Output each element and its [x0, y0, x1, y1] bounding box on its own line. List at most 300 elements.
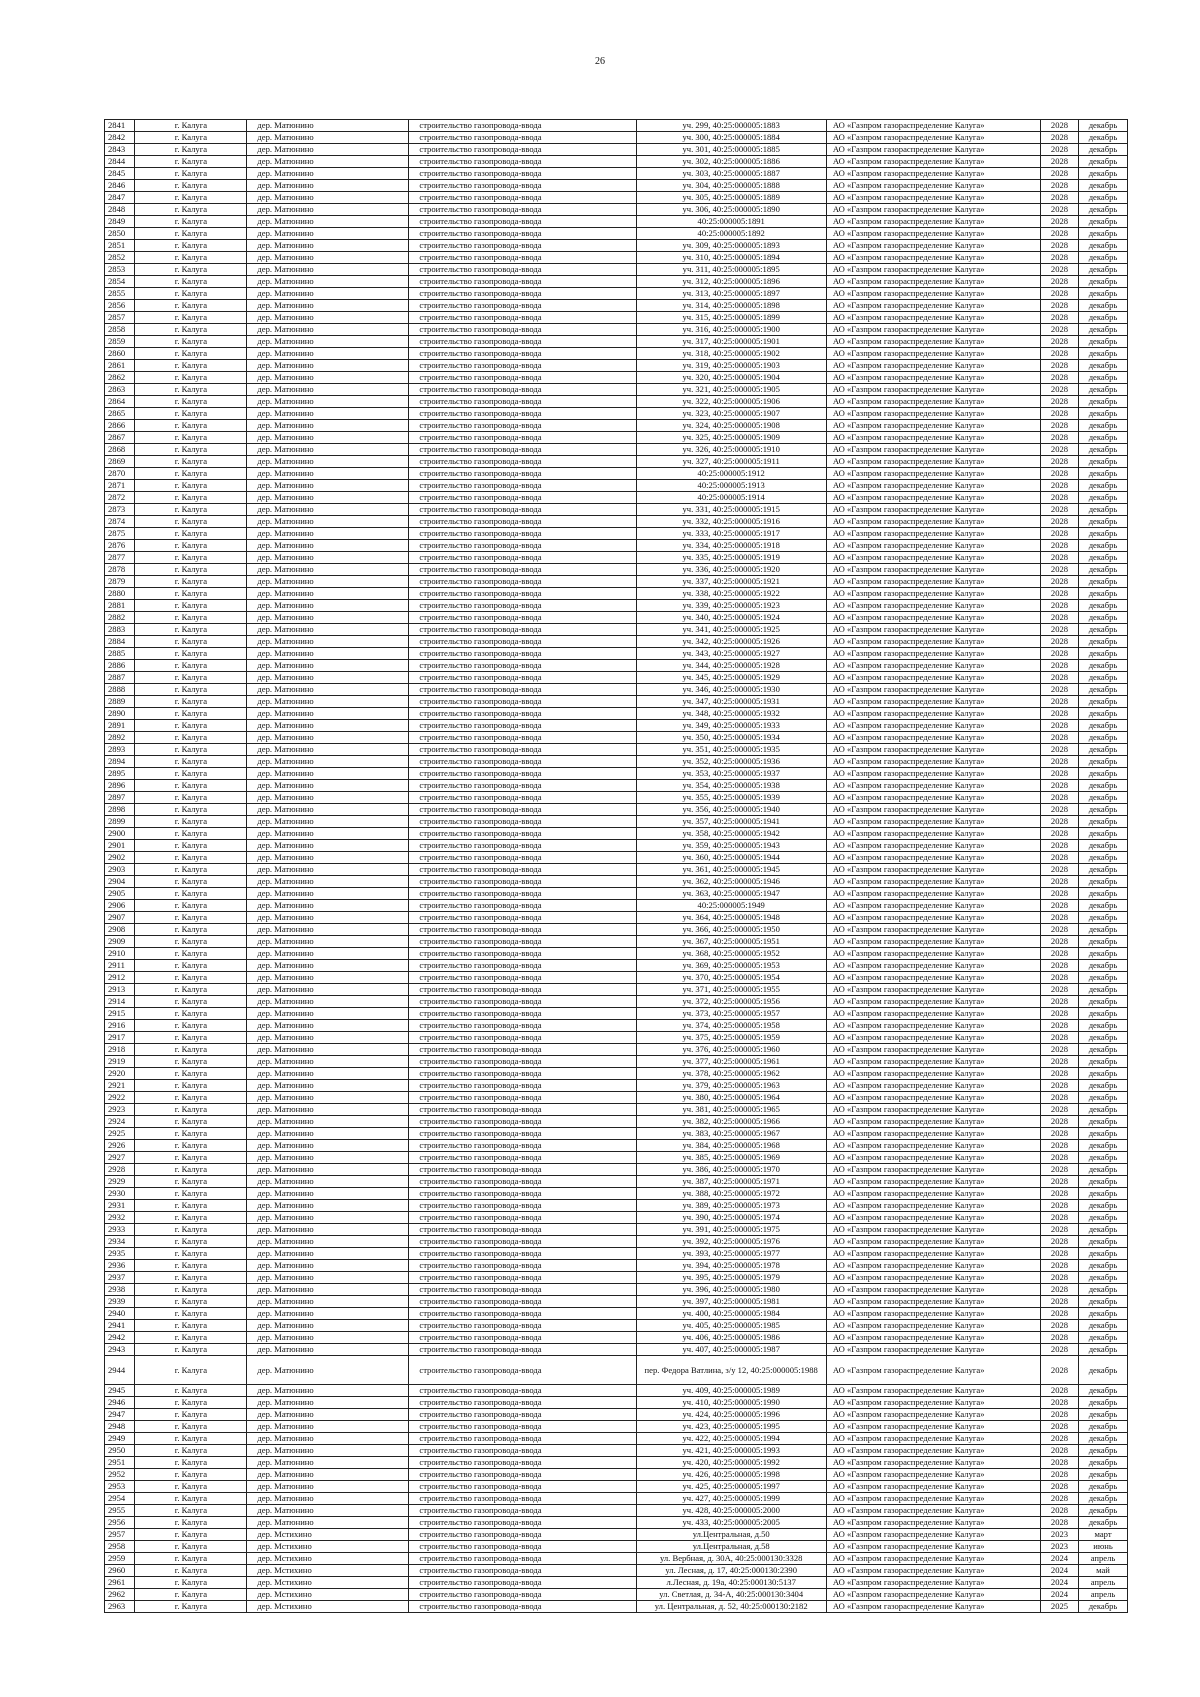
- table-row: [105, 804, 1128, 816]
- address-cell: уч. 336, 40:25:000005:1920: [636, 564, 826, 576]
- work-type-cell: строительство газопровода-ввода: [409, 564, 636, 576]
- table-row: [105, 948, 1128, 960]
- village-cell: дер. Матюнино: [247, 1272, 409, 1284]
- village-cell: дер. Матюнино: [247, 372, 409, 384]
- work-type-cell: строительство газопровода-ввода: [409, 240, 636, 252]
- table-row: [105, 1200, 1128, 1212]
- address-cell: уч. 337, 40:25:000005:1921: [636, 576, 826, 588]
- work-type-cell: строительство газопровода-ввода: [409, 1421, 636, 1433]
- month-cell: декабрь: [1079, 804, 1128, 816]
- village-cell: дер. Матюнино: [247, 456, 409, 468]
- year-cell: 2028: [1040, 1212, 1078, 1224]
- row-number: 2842: [105, 132, 135, 144]
- organization-cell: АО «Газпром газораспределение Калуга»: [826, 1092, 1040, 1104]
- month-cell: декабрь: [1079, 672, 1128, 684]
- row-number: 2859: [105, 336, 135, 348]
- row-number: 2867: [105, 432, 135, 444]
- city-cell: г. Калуга: [135, 192, 247, 204]
- row-number: 2897: [105, 792, 135, 804]
- work-type-cell: строительство газопровода-ввода: [409, 1008, 636, 1020]
- month-cell: декабрь: [1079, 1032, 1128, 1044]
- year-cell: 2028: [1040, 948, 1078, 960]
- row-number: 2844: [105, 156, 135, 168]
- work-type-cell: строительство газопровода-ввода: [409, 408, 636, 420]
- organization-cell: АО «Газпром газораспределение Калуга»: [826, 132, 1040, 144]
- organization-cell: АО «Газпром газораспределение Калуга»: [826, 432, 1040, 444]
- address-cell: уч. 366, 40:25:000005:1950: [636, 924, 826, 936]
- village-cell: дер. Матюнино: [247, 1344, 409, 1356]
- row-number: 2876: [105, 540, 135, 552]
- organization-cell: АО «Газпром газораспределение Калуга»: [826, 696, 1040, 708]
- year-cell: 2028: [1040, 348, 1078, 360]
- address-cell: уч. 301, 40:25:000005:1885: [636, 144, 826, 156]
- row-number: 2915: [105, 1008, 135, 1020]
- organization-cell: АО «Газпром газораспределение Калуга»: [826, 1164, 1040, 1176]
- row-number: 2881: [105, 600, 135, 612]
- year-cell: 2028: [1040, 732, 1078, 744]
- organization-cell: АО «Газпром газораспределение Калуга»: [826, 804, 1040, 816]
- address-cell: уч. 353, 40:25:000005:1937: [636, 768, 826, 780]
- work-type-cell: строительство газопровода-ввода: [409, 1445, 636, 1457]
- city-cell: г. Калуга: [135, 180, 247, 192]
- work-type-cell: строительство газопровода-ввода: [409, 900, 636, 912]
- table-row: [105, 540, 1128, 552]
- year-cell: 2028: [1040, 876, 1078, 888]
- row-number: 2893: [105, 744, 135, 756]
- year-cell: 2028: [1040, 1176, 1078, 1188]
- year-cell: 2028: [1040, 1344, 1078, 1356]
- year-cell: 2028: [1040, 564, 1078, 576]
- address-cell: 40:25:000005:1892: [636, 228, 826, 240]
- year-cell: 2028: [1040, 1164, 1078, 1176]
- village-cell: дер. Матюнино: [247, 1356, 409, 1385]
- organization-cell: АО «Газпром газораспределение Калуга»: [826, 828, 1040, 840]
- month-cell: декабрь: [1079, 600, 1128, 612]
- organization-cell: АО «Газпром газораспределение Калуга»: [826, 1517, 1040, 1529]
- table-row: [105, 1284, 1128, 1296]
- organization-cell: АО «Газпром газораспределение Калуга»: [826, 852, 1040, 864]
- city-cell: г. Калуга: [135, 1457, 247, 1469]
- work-type-cell: строительство газопровода-ввода: [409, 1032, 636, 1044]
- city-cell: г. Калуга: [135, 1200, 247, 1212]
- village-cell: дер. Матюнино: [247, 1469, 409, 1481]
- year-cell: 2028: [1040, 324, 1078, 336]
- month-cell: декабрь: [1079, 624, 1128, 636]
- year-cell: 2028: [1040, 1056, 1078, 1068]
- month-cell: декабрь: [1079, 156, 1128, 168]
- village-cell: дер. Матюнино: [247, 1200, 409, 1212]
- village-cell: дер. Матюнино: [247, 312, 409, 324]
- month-cell: декабрь: [1079, 1080, 1128, 1092]
- village-cell: дер. Матюнино: [247, 828, 409, 840]
- address-cell: уч. 409, 40:25:000005:1989: [636, 1385, 826, 1397]
- month-cell: декабрь: [1079, 1296, 1128, 1308]
- village-cell: дер. Матюнино: [247, 1236, 409, 1248]
- city-cell: г. Калуга: [135, 1104, 247, 1116]
- table-row: [105, 768, 1128, 780]
- address-cell: ул. Вербная, д. 30А, 40:25:000130:3328: [636, 1553, 826, 1565]
- address-cell: уч. 384, 40:25:000005:1968: [636, 1140, 826, 1152]
- month-cell: декабрь: [1079, 972, 1128, 984]
- address-cell: уч. 373, 40:25:000005:1957: [636, 1008, 826, 1020]
- organization-cell: АО «Газпром газораспределение Калуга»: [826, 660, 1040, 672]
- month-cell: декабрь: [1079, 168, 1128, 180]
- city-cell: г. Калуга: [135, 1308, 247, 1320]
- month-cell: декабрь: [1079, 1008, 1128, 1020]
- organization-cell: АО «Газпром газораспределение Калуга»: [826, 144, 1040, 156]
- row-number: 2894: [105, 756, 135, 768]
- address-cell: уч. 309, 40:25:000005:1893: [636, 240, 826, 252]
- work-type-cell: строительство газопровода-ввода: [409, 1044, 636, 1056]
- row-number: 2909: [105, 936, 135, 948]
- month-cell: июнь: [1079, 1541, 1128, 1553]
- address-cell: уч. 369, 40:25:000005:1953: [636, 960, 826, 972]
- village-cell: дер. Матюнино: [247, 696, 409, 708]
- city-cell: г. Калуга: [135, 1505, 247, 1517]
- row-number: 2860: [105, 348, 135, 360]
- month-cell: декабрь: [1079, 1164, 1128, 1176]
- table-row: [105, 504, 1128, 516]
- organization-cell: АО «Газпром газораспределение Калуга»: [826, 348, 1040, 360]
- row-number: 2957: [105, 1529, 135, 1541]
- city-cell: г. Калуга: [135, 432, 247, 444]
- row-number: 2868: [105, 444, 135, 456]
- work-type-cell: строительство газопровода-ввода: [409, 1080, 636, 1092]
- row-number: 2872: [105, 492, 135, 504]
- city-cell: г. Калуга: [135, 1565, 247, 1577]
- row-number: 2869: [105, 456, 135, 468]
- address-cell: уч. 321, 40:25:000005:1905: [636, 384, 826, 396]
- row-number: 2939: [105, 1296, 135, 1308]
- village-cell: дер. Матюнино: [247, 744, 409, 756]
- table-row: [105, 1296, 1128, 1308]
- organization-cell: АО «Газпром газораспределение Калуга»: [826, 840, 1040, 852]
- city-cell: г. Калуга: [135, 636, 247, 648]
- city-cell: г. Калуга: [135, 1320, 247, 1332]
- city-cell: г. Калуга: [135, 1056, 247, 1068]
- work-type-cell: строительство газопровода-ввода: [409, 960, 636, 972]
- address-cell: уч. 371, 40:25:000005:1955: [636, 984, 826, 996]
- organization-cell: АО «Газпром газораспределение Калуга»: [826, 1116, 1040, 1128]
- village-cell: дер. Матюнино: [247, 492, 409, 504]
- organization-cell: АО «Газпром газораспределение Калуга»: [826, 1068, 1040, 1080]
- organization-cell: АО «Газпром газораспределение Калуга»: [826, 540, 1040, 552]
- row-number: 2884: [105, 636, 135, 648]
- city-cell: г. Калуга: [135, 1577, 247, 1589]
- address-cell: уч. 394, 40:25:000005:1978: [636, 1260, 826, 1272]
- month-cell: декабрь: [1079, 1385, 1128, 1397]
- village-cell: дер. Матюнино: [247, 936, 409, 948]
- row-number: 2864: [105, 396, 135, 408]
- table-body: [105, 120, 1128, 1613]
- organization-cell: АО «Газпром газораспределение Калуга»: [826, 240, 1040, 252]
- organization-cell: АО «Газпром газораспределение Калуга»: [826, 204, 1040, 216]
- address-cell: уч. 305, 40:25:000005:1889: [636, 192, 826, 204]
- address-cell: уч. 355, 40:25:000005:1939: [636, 792, 826, 804]
- organization-cell: АО «Газпром газораспределение Калуга»: [826, 468, 1040, 480]
- year-cell: 2028: [1040, 276, 1078, 288]
- month-cell: декабрь: [1079, 492, 1128, 504]
- month-cell: декабрь: [1079, 756, 1128, 768]
- organization-cell: АО «Газпром газораспределение Калуга»: [826, 732, 1040, 744]
- work-type-cell: строительство газопровода-ввода: [409, 1188, 636, 1200]
- village-cell: дер. Матюнино: [247, 996, 409, 1008]
- city-cell: г. Калуга: [135, 384, 247, 396]
- work-type-cell: строительство газопровода-ввода: [409, 1308, 636, 1320]
- address-cell: уч. 374, 40:25:000005:1958: [636, 1020, 826, 1032]
- table-row: [105, 852, 1128, 864]
- city-cell: г. Калуга: [135, 1445, 247, 1457]
- organization-cell: АО «Газпром газораспределение Калуга»: [826, 768, 1040, 780]
- month-cell: декабрь: [1079, 516, 1128, 528]
- city-cell: г. Калуга: [135, 1188, 247, 1200]
- organization-cell: АО «Газпром газораспределение Калуга»: [826, 684, 1040, 696]
- organization-cell: АО «Газпром газораспределение Калуга»: [826, 1397, 1040, 1409]
- village-cell: дер. Матюнино: [247, 804, 409, 816]
- village-cell: дер. Матюнино: [247, 912, 409, 924]
- table-row: [105, 960, 1128, 972]
- row-number: 2920: [105, 1068, 135, 1080]
- year-cell: 2028: [1040, 924, 1078, 936]
- year-cell: 2028: [1040, 492, 1078, 504]
- address-cell: уч. 375, 40:25:000005:1959: [636, 1032, 826, 1044]
- row-number: 2959: [105, 1553, 135, 1565]
- row-number: 2961: [105, 1577, 135, 1589]
- village-cell: дер. Матюнино: [247, 144, 409, 156]
- year-cell: 2028: [1040, 552, 1078, 564]
- work-type-cell: строительство газопровода-ввода: [409, 1356, 636, 1385]
- month-cell: декабрь: [1079, 1044, 1128, 1056]
- village-cell: дер. Матюнино: [247, 720, 409, 732]
- city-cell: г. Калуга: [135, 720, 247, 732]
- year-cell: 2028: [1040, 1356, 1078, 1385]
- address-cell: уч. 395, 40:25:000005:1979: [636, 1272, 826, 1284]
- month-cell: декабрь: [1079, 1260, 1128, 1272]
- address-cell: уч. 333, 40:25:000005:1917: [636, 528, 826, 540]
- row-number: 2958: [105, 1541, 135, 1553]
- month-cell: декабрь: [1079, 960, 1128, 972]
- year-cell: 2028: [1040, 360, 1078, 372]
- year-cell: 2028: [1040, 900, 1078, 912]
- table-row: [105, 600, 1128, 612]
- month-cell: декабрь: [1079, 216, 1128, 228]
- year-cell: 2028: [1040, 708, 1078, 720]
- year-cell: 2028: [1040, 1272, 1078, 1284]
- row-number: 2899: [105, 816, 135, 828]
- table-row: [105, 1457, 1128, 1469]
- village-cell: дер. Матюнино: [247, 1020, 409, 1032]
- month-cell: декабрь: [1079, 1493, 1128, 1505]
- month-cell: декабрь: [1079, 564, 1128, 576]
- table-row: [105, 168, 1128, 180]
- work-type-cell: строительство газопровода-ввода: [409, 552, 636, 564]
- work-type-cell: строительство газопровода-ввода: [409, 600, 636, 612]
- table-row: [105, 120, 1128, 132]
- organization-cell: АО «Газпром газораспределение Калуга»: [826, 1385, 1040, 1397]
- table-row: [105, 1164, 1128, 1176]
- month-cell: декабрь: [1079, 924, 1128, 936]
- work-type-cell: строительство газопровода-ввода: [409, 924, 636, 936]
- month-cell: декабрь: [1079, 1128, 1128, 1140]
- city-cell: г. Калуга: [135, 876, 247, 888]
- village-cell: дер. Матюнино: [247, 336, 409, 348]
- year-cell: 2028: [1040, 180, 1078, 192]
- address-cell: уч. 363, 40:25:000005:1947: [636, 888, 826, 900]
- month-cell: декабрь: [1079, 1356, 1128, 1385]
- village-cell: дер. Матюнино: [247, 408, 409, 420]
- row-number: 2886: [105, 660, 135, 672]
- table-row: [105, 192, 1128, 204]
- table-row: [105, 684, 1128, 696]
- organization-cell: АО «Газпром газораспределение Калуга»: [826, 720, 1040, 732]
- city-cell: г. Калуга: [135, 1332, 247, 1344]
- work-type-cell: строительство газопровода-ввода: [409, 1565, 636, 1577]
- table-row: [105, 456, 1128, 468]
- row-number: 2945: [105, 1385, 135, 1397]
- month-cell: декабрь: [1079, 204, 1128, 216]
- address-cell: уч. 310, 40:25:000005:1894: [636, 252, 826, 264]
- year-cell: 2028: [1040, 1080, 1078, 1092]
- table-row: [105, 1409, 1128, 1421]
- month-cell: декабрь: [1079, 816, 1128, 828]
- row-number: 2892: [105, 732, 135, 744]
- city-cell: г. Калуга: [135, 1236, 247, 1248]
- city-cell: г. Калуга: [135, 540, 247, 552]
- table-row: [105, 1565, 1128, 1577]
- organization-cell: АО «Газпром газораспределение Калуга»: [826, 480, 1040, 492]
- city-cell: г. Калуга: [135, 1080, 247, 1092]
- city-cell: г. Калуга: [135, 1409, 247, 1421]
- work-type-cell: строительство газопровода-ввода: [409, 624, 636, 636]
- work-type-cell: строительство газопровода-ввода: [409, 768, 636, 780]
- month-cell: декабрь: [1079, 1200, 1128, 1212]
- address-cell: уч. 385, 40:25:000005:1969: [636, 1152, 826, 1164]
- village-cell: дер. Матюнино: [247, 1140, 409, 1152]
- work-type-cell: строительство газопровода-ввода: [409, 312, 636, 324]
- row-number: 2878: [105, 564, 135, 576]
- month-cell: декабрь: [1079, 120, 1128, 132]
- row-number: 2910: [105, 948, 135, 960]
- organization-cell: АО «Газпром газораспределение Калуга»: [826, 492, 1040, 504]
- table-row: [105, 384, 1128, 396]
- work-type-cell: строительство газопровода-ввода: [409, 1529, 636, 1541]
- address-cell: уч. 372, 40:25:000005:1956: [636, 996, 826, 1008]
- table-row: [105, 660, 1128, 672]
- table-row: [105, 492, 1128, 504]
- organization-cell: АО «Газпром газораспределение Калуга»: [826, 1008, 1040, 1020]
- organization-cell: АО «Газпром газораспределение Калуга»: [826, 552, 1040, 564]
- village-cell: дер. Матюнино: [247, 1385, 409, 1397]
- work-type-cell: строительство газопровода-ввода: [409, 684, 636, 696]
- year-cell: 2028: [1040, 120, 1078, 132]
- address-cell: уч. 347, 40:25:000005:1931: [636, 696, 826, 708]
- address-cell: уч. 424, 40:25:000005:1996: [636, 1409, 826, 1421]
- table-row: [105, 708, 1128, 720]
- address-cell: уч. 320, 40:25:000005:1904: [636, 372, 826, 384]
- village-cell: дер. Матюнино: [247, 1457, 409, 1469]
- table-row: [105, 156, 1128, 168]
- year-cell: 2028: [1040, 792, 1078, 804]
- city-cell: г. Калуга: [135, 984, 247, 996]
- address-cell: уч. 304, 40:25:000005:1888: [636, 180, 826, 192]
- address-cell: уч. 425, 40:25:000005:1997: [636, 1481, 826, 1493]
- village-cell: дер. Матюнино: [247, 1481, 409, 1493]
- address-cell: уч. 377, 40:25:000005:1961: [636, 1056, 826, 1068]
- address-cell: уч. 312, 40:25:000005:1896: [636, 276, 826, 288]
- address-cell: уч. 345, 40:25:000005:1929: [636, 672, 826, 684]
- month-cell: декабрь: [1079, 276, 1128, 288]
- village-cell: дер. Матюнино: [247, 264, 409, 276]
- work-type-cell: строительство газопровода-ввода: [409, 1068, 636, 1080]
- row-number: 2956: [105, 1517, 135, 1529]
- row-number: 2944: [105, 1356, 135, 1385]
- city-cell: г. Калуга: [135, 324, 247, 336]
- table-row: [105, 1385, 1128, 1397]
- row-number: 2862: [105, 372, 135, 384]
- month-cell: декабрь: [1079, 1308, 1128, 1320]
- row-number: 2887: [105, 672, 135, 684]
- row-number: 2926: [105, 1140, 135, 1152]
- organization-cell: АО «Газпром газораспределение Калуга»: [826, 1152, 1040, 1164]
- table-row: [105, 864, 1128, 876]
- year-cell: 2023: [1040, 1529, 1078, 1541]
- city-cell: г. Калуга: [135, 516, 247, 528]
- city-cell: г. Калуга: [135, 996, 247, 1008]
- row-number: 2934: [105, 1236, 135, 1248]
- address-cell: уч. 370, 40:25:000005:1954: [636, 972, 826, 984]
- city-cell: г. Калуга: [135, 756, 247, 768]
- row-number: 2858: [105, 324, 135, 336]
- organization-cell: АО «Газпром газораспределение Калуга»: [826, 900, 1040, 912]
- table-row: [105, 444, 1128, 456]
- address-cell: уч. 334, 40:25:000005:1918: [636, 540, 826, 552]
- village-cell: дер. Мстихино: [247, 1565, 409, 1577]
- city-cell: г. Калуга: [135, 168, 247, 180]
- table-row: [105, 1032, 1128, 1044]
- month-cell: декабрь: [1079, 1068, 1128, 1080]
- work-type-cell: строительство газопровода-ввода: [409, 1200, 636, 1212]
- village-cell: дер. Матюнино: [247, 900, 409, 912]
- table-row: [105, 1224, 1128, 1236]
- year-cell: 2028: [1040, 1068, 1078, 1080]
- row-number: 2851: [105, 240, 135, 252]
- organization-cell: АО «Газпром газораспределение Калуга»: [826, 888, 1040, 900]
- address-cell: уч. 332, 40:25:000005:1916: [636, 516, 826, 528]
- city-cell: г. Калуга: [135, 420, 247, 432]
- address-cell: уч. 421, 40:25:000005:1993: [636, 1445, 826, 1457]
- organization-cell: АО «Газпром газораспределение Калуга»: [826, 1356, 1040, 1385]
- table-row: [105, 1212, 1128, 1224]
- year-cell: 2028: [1040, 1104, 1078, 1116]
- table-row: [105, 1433, 1128, 1445]
- organization-cell: АО «Газпром газораспределение Калуга»: [826, 612, 1040, 624]
- row-number: 2938: [105, 1284, 135, 1296]
- row-number: 2949: [105, 1433, 135, 1445]
- year-cell: 2028: [1040, 1224, 1078, 1236]
- year-cell: 2028: [1040, 396, 1078, 408]
- row-number: 2960: [105, 1565, 135, 1577]
- month-cell: декабрь: [1079, 180, 1128, 192]
- work-type-cell: строительство газопровода-ввода: [409, 1541, 636, 1553]
- city-cell: г. Калуга: [135, 1517, 247, 1529]
- village-cell: дер. Матюнино: [247, 876, 409, 888]
- work-type-cell: строительство газопровода-ввода: [409, 648, 636, 660]
- address-cell: уч. 393, 40:25:000005:1977: [636, 1248, 826, 1260]
- city-cell: г. Калуга: [135, 156, 247, 168]
- work-type-cell: строительство газопровода-ввода: [409, 732, 636, 744]
- year-cell: 2028: [1040, 648, 1078, 660]
- year-cell: 2028: [1040, 972, 1078, 984]
